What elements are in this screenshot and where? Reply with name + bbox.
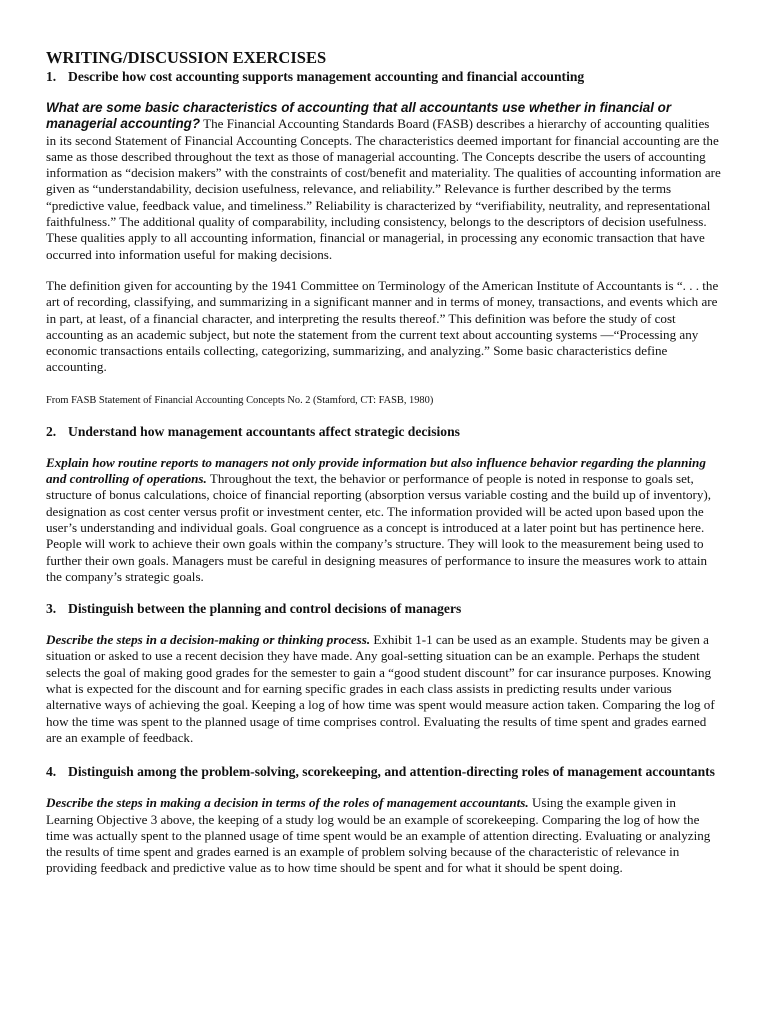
section-1-paragraph-2: The definition given for accounting by the 1941 Committee on Terminology of the American Institute of Accountants is “. . . the art of recording, classifying, and summarizing in a significant manner and in terms of money, transactions, and events which are in part, at least, of a financial character, and interpreting the results thereof.” This definition was before the study of cost accounting as an academic subject, but note the statement from the current text about accounting systems —“Processing any economic transactions entails collecting, categorizing, summarizing, and analyzing.” Some basic characteristics define accounting. — [46, 277, 719, 375]
document-title: WRITING/DISCUSSION EXERCISES — [46, 48, 327, 67]
source-citation: From FASB Statement of Financial Accounting Concepts No. 2 (Stamford, CT: FASB, 1980) — [46, 394, 434, 406]
section-number: 4. — [46, 764, 57, 780]
discussion-question: Explain how routine reports to managers not only provide information but also influence behavior regarding the planning and controlling of operations. — [46, 454, 706, 487]
section-2-paragraph — [46, 455, 722, 585]
discussion-question: Describe the steps in a decision-making or thinking process. — [46, 632, 371, 648]
answer-text: Exhibit 1-1 can be used as an example. Students may be given a situation or asked to use a recent decision they have made. Any goal-setting situation can be an example. Perhaps the student selects the goal of making good grades for the semester to gain a “good student discount” for car insurance purposes. Knowing what is expected for the discount and for earning specific grades in each class assists in predicting results under various alternative ways of achieving the goal. Keeping a log of how time was spent would measure action taken. Comparing the log of how the time was spent to the planned usage of time comprises control. Evaluating the results of time spent and grades earned are an example of feedback. — [46, 632, 715, 745]
discussion-question: Describe the steps in making a decision in terms of the roles of management accountants. — [46, 795, 529, 811]
section-1-paragraph-1 — [46, 100, 722, 263]
section-3-paragraph — [46, 632, 722, 746]
section-number: 3. — [46, 601, 57, 617]
section-1-heading — [46, 68, 722, 85]
section-heading-text: Distinguish among the problem-solving, scorekeeping, and attention-directing roles of management accountants — [68, 764, 715, 780]
section-number: 1. — [46, 69, 57, 84]
answer-text: Throughout the text, the behavior or performance of people is noted in response to goals set, structure of bonus calculations, choice of financial reporting (absorption versus variable costing and the build up of inventory), designation as cost center versus profit or investment center, etc. The information provided will be acted upon based upon the user’s understanding and individual goals. Goal congruence as a concept is introduced at a later point but has pertinence here. People will work to achieve their own goals within the company’s structure. They will look to the measurement being used to further their own goals. Managers must be careful in designing measures of performance to insure the measures work to attain the company’s strategic goals. — [46, 471, 712, 584]
discussion-question: What are some basic characteristics of accounting that all accountants use whether in financial or managerial accounting? — [46, 100, 672, 132]
section-3-heading — [46, 600, 722, 617]
section-4-heading — [46, 763, 722, 780]
section-heading-text: Distinguish between the planning and control decisions of managers — [68, 601, 462, 617]
section-heading-text: Describe how cost accounting supports management accounting and financial accounting — [68, 69, 585, 84]
document-page — [46, 48, 722, 877]
section-2-heading — [46, 423, 722, 440]
section-4-paragraph — [46, 795, 722, 876]
answer-text: Using the example given in Learning Objective 3 above, the keeping of a study log would be an example of scorekeeping. Comparing the log of how the time was actually spent to the planned usage of time spent would be an example of attention directing. Evaluating or analyzing the results of time spent and grades earned is an example of problem solving because of the characteristic of relevance in providing feedback and predictive value as to how time should be spent and for what it should be spent doing. — [46, 795, 711, 876]
section-number: 2. — [46, 423, 57, 439]
section-heading-text: Understand how management accountants affect strategic decisions — [68, 423, 460, 439]
answer-text: The Financial Accounting Standards Board (FASB) describes a hierarchy of accounting qualities in its second Statement of Financial Accounting Concepts. The characteristics deemed important for financial accounting are the same as those described throughout the text as those of managerial accounting. The Concepts describe the users of accounting information as “decision makers” with the constraints of cost/benefit and materiality. The qualities of accounting information are given as “understandability, decision usefulness, relevance, and reliability.” Relevance is further described by the terms “predictive value, feedback value, and timeliness.” Reliability is characterized by “verifiability, neutrality, and representational faithfulness.” The additional quality of comparability, including consistency, belongs to the descriptors of decision usefulness. These qualities apply to all accounting information, financial or managerial, in processing any economic transaction that have occurred into information useful for making decisions. — [46, 116, 721, 262]
